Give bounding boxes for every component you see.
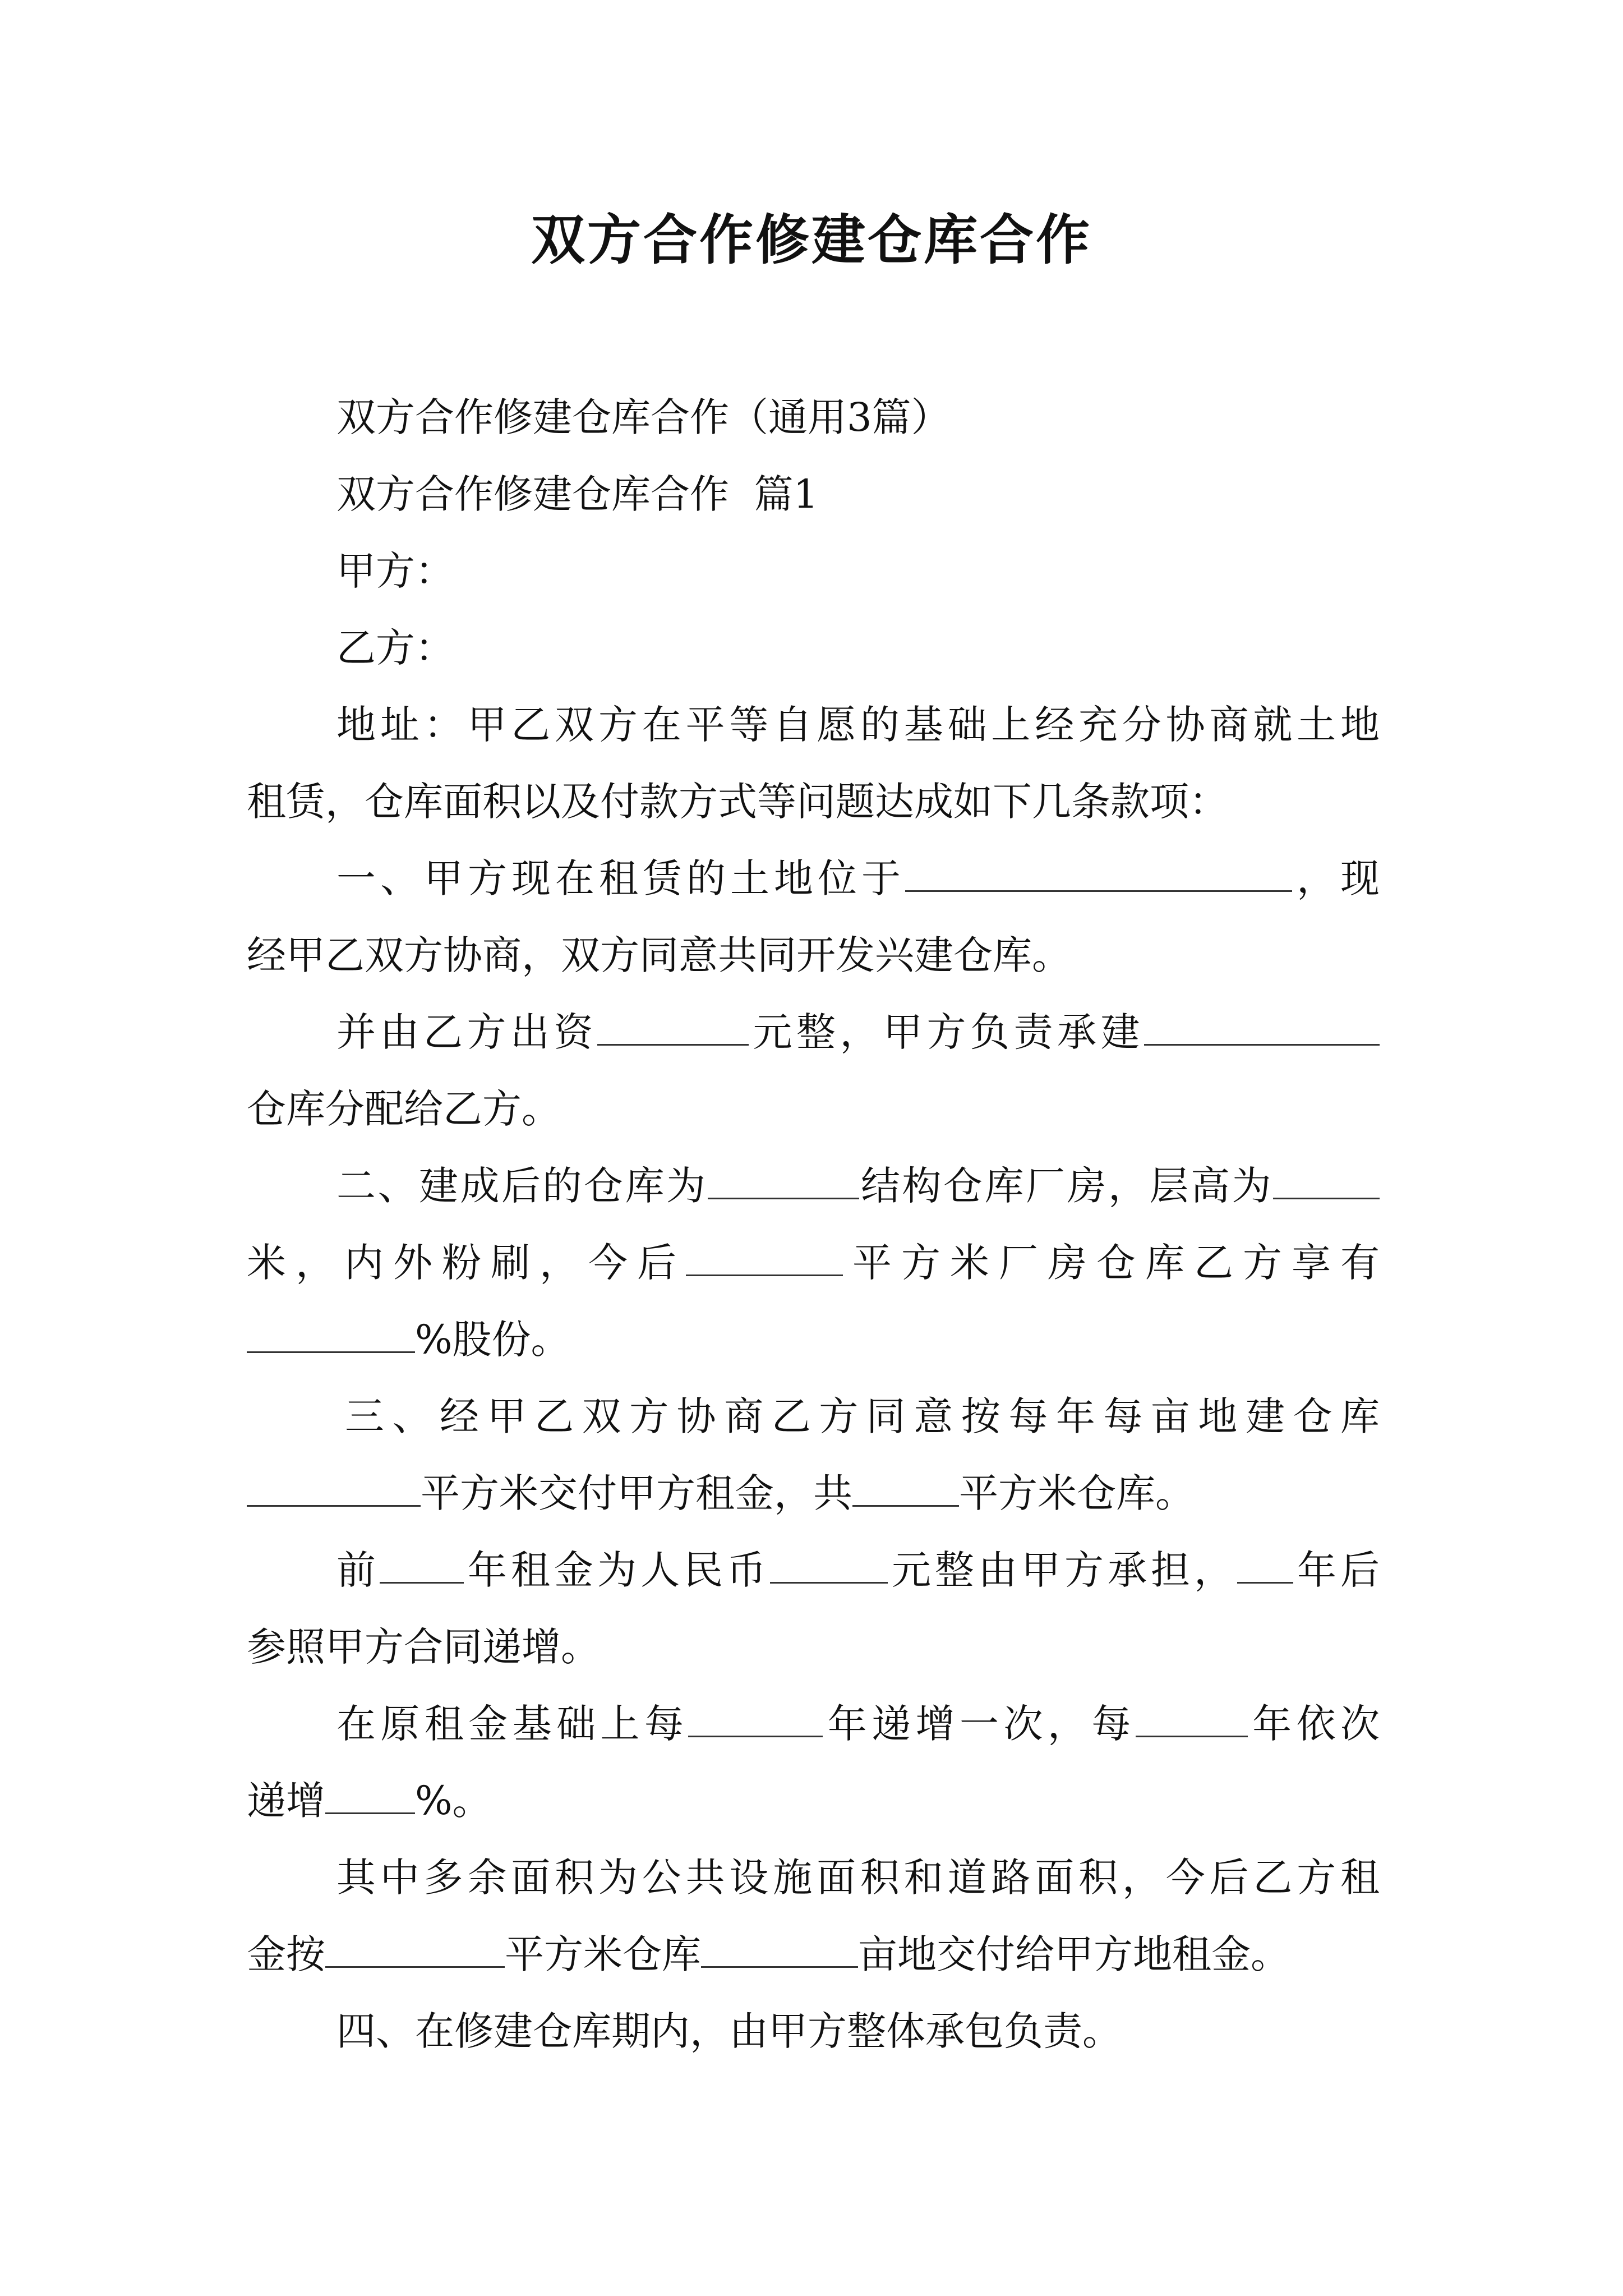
increase-line-2 [247,1763,1380,1839]
party-a-label: 甲方： [336,548,454,594]
increase-text-a: 在原租金基础上每 [336,1701,689,1747]
rent-text-d: 年后 [1293,1547,1380,1593]
clause-2-line-2 [247,1225,1380,1301]
fill-blank-land-location[interactable] [905,857,1292,892]
fill-blank-after-years[interactable] [1237,1548,1293,1584]
fill-blank-rent-amount[interactable] [770,1548,888,1584]
investment-text-mid: 元整，甲方负责承建 [749,1009,1144,1055]
fill-blank-increase-period[interactable] [1136,1702,1248,1737]
extra-area-line-1: 其中多余面积为公共设施面积和道路面积，今后乙方租 [336,1855,1380,1901]
intro-line-1: 地址：甲乙双方在平等自愿的基础上经充分协商就土地 [336,702,1380,748]
rent-text-a: 前 [336,1547,380,1593]
fill-blank-floor-height[interactable] [1273,1164,1380,1199]
clause-4: 四、在修建仓库期内，由甲方整体承包负责。 [336,2008,1122,2054]
fill-blank-increase-percent[interactable] [325,1779,415,1814]
clause-2-line-1 [247,1148,1380,1225]
fill-blank-years[interactable] [380,1548,464,1584]
fill-blank-warehouse-area[interactable] [325,1932,505,1968]
rent-line-1 [247,1532,1380,1609]
fill-blank-rent-area[interactable] [247,1471,421,1507]
clause-2-line-3-text: %股份。 [415,1317,570,1363]
clause-2-line-2-text-end: 平方米厂房仓库乙方享有 [843,1240,1380,1286]
clause-2-line-2-text: 米，内外粉刷，今后 [247,1240,686,1286]
increase-text-c: 年依次 [1247,1701,1380,1747]
rent-text-b: 年租金为人民币 [464,1547,770,1593]
clause-3-line-2-text: 平方米交付甲方租金，共 [421,1470,852,1516]
party-b-label: 乙方： [336,625,454,671]
document-body [247,379,1380,2070]
intro-line-2: 租赁，仓库面积以及付款方式等问题达成如下几条款项： [247,779,1228,825]
increase-text-b: 年递增一次，每 [823,1701,1136,1747]
increase-line-2-text-end: %。 [415,1778,492,1824]
extra-area-text-c: 亩地交付给甲方地租金。 [858,1931,1290,1977]
clause-1-line-1 [247,840,1380,917]
fill-blank-construction[interactable] [1144,1010,1380,1046]
investment-line-2: 仓库分配给乙方。 [247,1086,561,1132]
fill-blank-structure[interactable] [708,1164,859,1199]
document-title: 双方合作修建仓库合作 [531,208,1092,272]
clause-3-line-1: 三、经甲乙双方协商乙方同意按每年每亩地建仓库 [345,1393,1380,1439]
fill-blank-area[interactable] [686,1241,843,1276]
investment-line-1 [247,994,1380,1071]
document-subtitle: 双方合作修建仓库合作（通用3篇） [336,394,951,440]
fill-blank-share-percent[interactable] [247,1318,415,1353]
clause-2-text-mid: 结构仓库厂房，层高为 [859,1163,1273,1209]
increase-line-2-text: 递增 [247,1778,325,1824]
clause-3-line-2-text-end: 平方米仓库。 [959,1470,1195,1516]
increase-line-1 [247,1686,1380,1763]
clause-1-text-end: ，现 [1292,855,1380,901]
fill-blank-investment-amount[interactable] [597,1010,749,1046]
fill-blank-total-area[interactable] [852,1471,959,1507]
extra-area-line-2 [247,1916,1380,1993]
clause-1-line-2: 经甲乙双方协商，双方同意共同开发兴建仓库。 [247,932,1071,978]
rent-line-2: 参照甲方合同递增。 [247,1624,600,1670]
investment-text: 并由乙方出资 [336,1009,597,1055]
clause-2-line-3 [247,1301,1380,1378]
clause-1-text: 一、甲方现在租赁的土地位于 [336,855,905,901]
fill-blank-increase-interval[interactable] [688,1702,823,1737]
rent-text-c: 元整由甲方承担， [888,1547,1237,1593]
extra-area-text-a: 金按 [247,1931,325,1977]
clause-2-text: 二、建成后的仓库为 [336,1163,708,1209]
fill-blank-acreage[interactable] [701,1932,858,1968]
extra-area-text-b: 平方米仓库 [505,1931,701,1977]
clause-3-line-2 [247,1455,1380,1532]
section-heading: 双方合作修建仓库合作 篇1 [336,471,819,517]
